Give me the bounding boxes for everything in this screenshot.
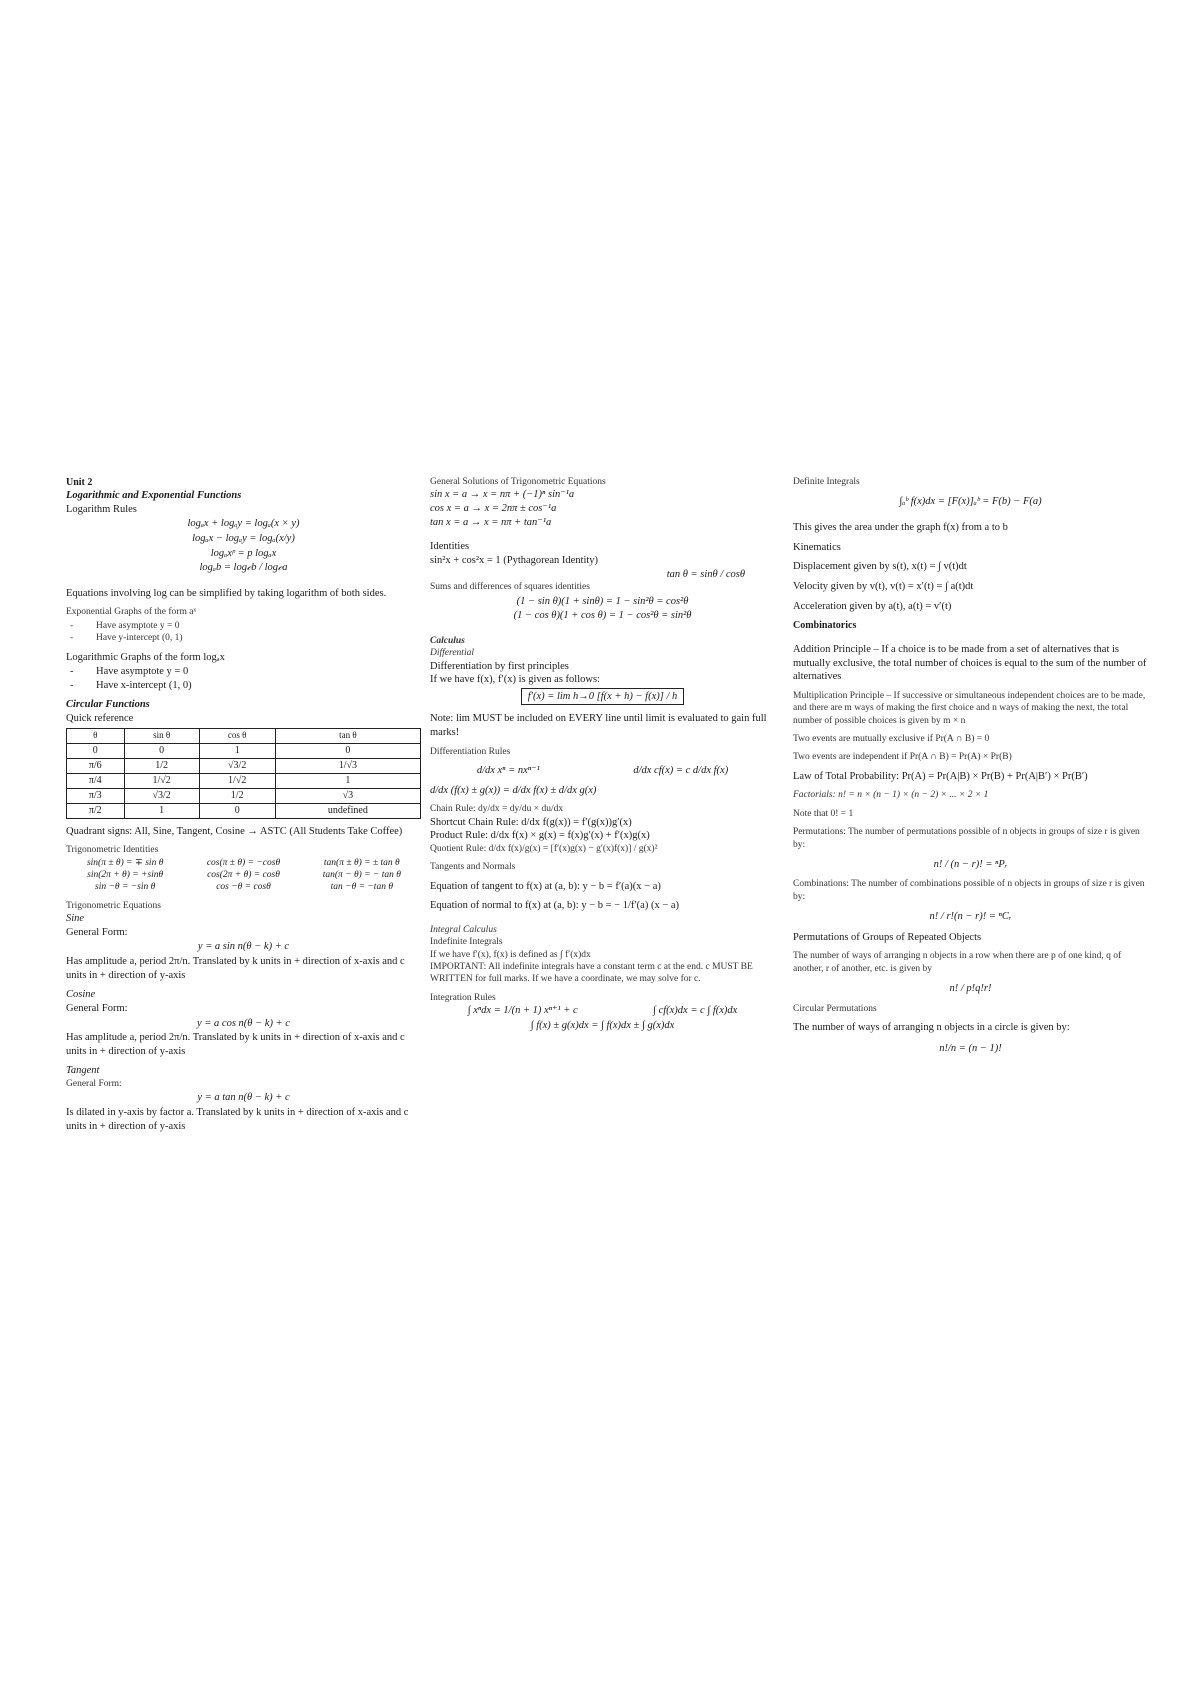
table-row [67,803,421,818]
exp-graph-heading: Exponential Graphs of the form aˣ [66,607,197,618]
diff-rules-row [430,764,775,778]
indef-intro: If we have f′(x), f(x) is defined as ∫ f′(x)dx [430,949,591,960]
list-item: - Have asymptote y = 0 [96,620,421,632]
sine-heading: Sine [66,913,85,925]
log-rules-heading: Logarithm Rules [66,503,137,515]
table-cell: √3/2 [124,788,199,803]
cos-heading: Cosine [66,989,96,1001]
list-item: - Have x-intercept (1, 0) [96,679,421,693]
gen-sol-heading: General Solutions of Trigonometric Equations [430,477,606,487]
kinematics-heading: Kinematics [793,541,841,553]
diff-heading: Differential [430,648,474,659]
fp-intro: If we have f(x), f′(x) is given as follows: [430,674,600,686]
table-cell: π/4 [67,773,125,788]
trig-id-row [66,869,421,881]
trig-identity: sin −θ = −sin θ [95,882,156,893]
tan-desc: Is dilated in y-axis by factor a. Translated by k units in + direction of x-axis and c units in + direction of y-axis [66,1107,409,1132]
int-rule: ∫ cf(x)dx = c ∫ f(x)dx [653,1004,738,1016]
table-cell: 1/√3 [275,758,420,773]
log-graph-list [66,665,421,692]
cos-general: General Form: [66,1002,128,1014]
factorials: Factorials: n! = n × (n − 1) × (n − 2) × ... × 2 × 1 [793,790,989,801]
diff-rule: d/dx (f(x) ± g(x)) = d/dx f(x) ± d/dx g(x) [430,784,597,796]
table-cell: 1/√2 [199,773,275,788]
column-3 [793,476,1148,1056]
table-cell: 1/2 [124,758,199,773]
chain-rule: Chain Rule: dy/dx = dy/du × du/dx [430,804,564,815]
trig-id-row [66,881,421,893]
displacement: Displacement given by s(t), x(t) = ∫ v(t)dt [793,561,967,573]
comb-heading: Combinatorics [793,620,857,632]
perm-repeat-formula: n! / p!q!r! [949,983,992,995]
diff-rules-heading: Differentiation Rules [430,746,511,757]
circ-perm-formula: n!/n = (n − 1)! [939,1042,1002,1054]
perm-repeat-heading: Permutations of Groups of Repeated Objects [793,931,982,943]
trig-id-row [66,857,421,869]
log-note: Equations involving log can be simplified by taking logarithm of both sides. [66,587,387,599]
normal-eq: Equation of normal to f(x) at (a, b): y − b = − 1/f′(a) (x − a) [430,900,680,912]
indef-heading: Indefinite Integrals [430,937,503,948]
comb-desc: Combinations: The number of combinations possible of n objects in groups of size r is given by: [793,879,1145,902]
int-rule: ∫ f(x) ± g(x)dx = ∫ f(x)dx ± ∫ g(x)dx [530,1019,675,1031]
quick-ref: Quick reference [66,713,134,725]
circ-perm-desc: The number of ways of arranging n objects in a circle is given by: [793,1022,1070,1034]
mutually-exclusive: Two events are mutually exclusive if Pr(A ∩ B) = 0 [793,734,990,745]
indef-note: IMPORTANT: All indefinite integrals have a constant term c at the end. c MUST BE WRITTEN for full marks. If we have a coordinate, we may solve for c. [430,961,753,985]
table-cell: 1 [124,803,199,818]
gen-sol: sin x = a → x = nπ + (−1)ⁿ sin⁻¹a [430,489,575,501]
mult-principle: Multiplication Principle – If successive or simultaneous independent choices are to be made, and there are m ways of making the first choice and n ways of making the next, the total number of possible choices is given by m × n [793,691,1146,726]
table-header: tan θ [275,728,420,743]
table-cell: π/6 [67,758,125,773]
table-cell: 1/2 [199,788,275,803]
trig-identity: cos(π ± θ) = −cosθ [206,857,281,868]
tan-norm-heading: Tangents and Normals [430,862,516,873]
trig-identity: cos −θ = cosθ [216,882,271,893]
table-cell: 0 [124,743,199,758]
def-int-note: This gives the area under the graph f(x) from a to b [793,521,1008,533]
trig-identity: tan −θ = −tan θ [330,882,393,893]
table-cell: π/3 [67,788,125,803]
pythag-identity: sin²x + cos²x = 1 (Pythagorean Identity) [430,554,599,566]
acceleration: Acceleration given by a(t), a(t) = v′(t) [793,600,952,612]
sine-desc: Has amplitude a, period 2π/n. Translated by k units in + direction of x-axis and c units in + direction of y-axis [66,956,405,981]
int-rules-heading: Integration Rules [430,992,496,1003]
tangent-eq: Equation of tangent to f(x) at (a, b): y − b = f′(a)(x − a) [430,880,661,892]
zero-fact: Note that 0! = 1 [793,808,854,819]
table-cell: 0 [67,743,125,758]
quadrant-note: Quadrant signs: All, Sine, Tangent, Cosine → ASTC (All Students Take Coffee) [66,825,403,837]
perm-desc: Permutations: The number of permutations possible of n objects in groups of size r is given by: [793,827,1140,850]
trig-identity: tan(π − θ) = − tan θ [322,870,401,881]
def-int-heading: Definite Integrals [793,477,860,487]
list-item: - Have y-intercept (0, 1) [96,632,421,644]
tan-general: General Form: [66,1079,122,1090]
log-rule: logₐx + logₐy = logₐ(x × y) [187,518,300,530]
column-1 [66,476,421,1133]
sum-identity: (1 − cos θ)(1 + cos θ) = 1 − cos²θ = sin²θ [513,610,692,622]
shortcut-chain-rule: Shortcut Chain Rule: d/dx f(g(x)) = f′(g(x))g′(x) [430,816,632,828]
int-calc-heading: Integral Calculus [430,924,497,935]
int-rule: ∫ xⁿdx = 1/(n + 1) xⁿ⁺¹ + c [467,1004,578,1016]
perm-formula: n! / (n − r)! = ⁿPᵣ [933,858,1008,870]
perm-repeat-desc: The number of ways of arranging n objects in a row when there are p of one kind, q of another, r of another, etc. is given by [793,951,1122,974]
log-rule: logₐxᵖ = p logₐx [210,547,277,559]
tan-formula: y = a tan n(θ − k) + c [197,1092,290,1104]
table-cell: 0 [275,743,420,758]
table-row [67,773,421,788]
trig-identity: sin(2π + θ) = +sinθ [87,870,164,881]
int-rules-row [430,1004,775,1018]
tan-identity: tan θ = sinθ / cosθ [666,568,745,580]
total-prob: Law of Total Probability: Pr(A) = Pr(A|B) × Pr(B) + Pr(A|B′) × Pr(B′) [793,770,1088,782]
cos-formula: y = a cos n(θ − k) + c [197,1017,290,1029]
circ-perm-heading: Circular Permutations [793,1003,877,1014]
trig-values-table [66,728,421,819]
fp-note: Note: lim MUST be included on EVERY line until limit is evaluated to gain full marks! [430,713,767,739]
unit-title: Unit 2 [66,477,93,488]
table-header: θ [67,728,125,743]
sine-formula: y = a sin n(θ − k) + c [197,941,290,953]
fp-formula: f′(x) = lim h→0 [f(x + h) − f(x)] / h [521,688,685,706]
log-exp-heading: Logarithmic and Exponential Functions [66,490,242,501]
column-2 [430,476,775,1033]
table-cell: 1 [199,743,275,758]
table-cell: √3/2 [199,758,275,773]
trig-id-heading: Trigonometric Identities [66,845,159,856]
sine-general: General Form: [66,926,128,938]
independent: Two events are independent if Pr(A ∩ B) = Pr(A) × Pr(B) [793,752,1012,763]
addition-principle: Addition Principle – If a choice is to be made from a set of alternatives that is mutually exclusive, the total number of choices is equal to the sum of the number of alternatives [793,644,1147,683]
exp-graph-list [66,620,421,645]
table-cell: √3 [275,788,420,803]
diff-rule: d/dx xⁿ = nxⁿ⁻¹ [476,765,540,777]
table-cell: 1 [275,773,420,788]
calc-heading: Calculus [430,635,465,646]
table-row [67,758,421,773]
cos-desc: Has amplitude a, period 2π/n. Translated by k units in + direction of x-axis and c units in + direction of y-axis [66,1032,405,1057]
gen-sol: cos x = a → x = 2nπ ± cos⁻¹a [430,502,557,514]
table-cell: π/2 [67,803,125,818]
def-int-formula: ∫ₐᵇ f(x)dx = [F(x)]ₐᵇ = F(b) − F(a) [899,496,1042,508]
velocity: Velocity given by v(t), v(t) = x′(t) = ∫ a(t)dt [793,580,974,592]
table-header: cos θ [199,728,275,743]
list-item: - Have asymptote y = 0 [96,665,421,679]
table-cell: undefined [275,803,420,818]
comb-formula: n! / r!(n − r)! = ⁿCᵣ [929,911,1012,923]
table-row [67,788,421,803]
quotient-rule: Quotient Rule: d/dx f(x)/g(x) = [f′(x)g(x) − g′(x)f(x)] / g(x)² [430,843,658,854]
product-rule: Product Rule: d/dx f(x) × g(x) = f(x)g′(x) + f′(x)g(x) [430,830,650,842]
trig-identity: tan(π ± θ) = ± tan θ [323,857,400,868]
table-cell: 1/√2 [124,773,199,788]
table-row [67,743,421,758]
identities-heading: Identities [430,541,470,553]
trig-identity: sin(π ± θ) = ∓ sin θ [86,857,164,868]
sum-identity: (1 − sin θ)(1 + sinθ) = 1 − sin²θ = cos²θ [516,595,689,607]
log-rule: logₐb = log𝒸b / log𝒸a [199,562,288,574]
circ-heading: Circular Functions [66,699,150,711]
log-rule: logₐx − logₐy = logₐ(x/y) [192,532,295,544]
first-principles-heading: Differentiation by first principles [430,660,569,672]
trig-identity: cos(2π + θ) = cosθ [207,870,280,881]
tan-heading: Tangent [66,1065,100,1077]
table-cell: 0 [199,803,275,818]
gen-sol: tan x = a → x = nπ + tan⁻¹a [430,516,552,528]
diff-rule: d/dx cf(x) = c d/dx f(x) [633,765,729,777]
table-header: sin θ [124,728,199,743]
trig-eq-heading: Trigonometric Equations [66,900,161,911]
sums-heading: Sums and differences of squares identities [430,582,590,593]
log-graph-heading: Logarithmic Graphs of the form logₐx [66,651,225,663]
